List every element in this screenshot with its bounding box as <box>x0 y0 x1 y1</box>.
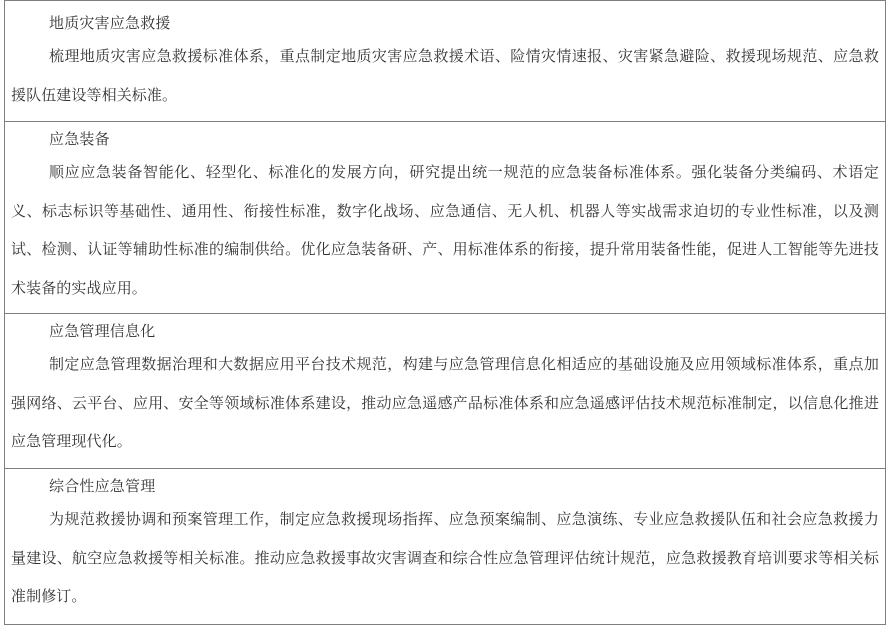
section-title: 应急装备 <box>49 130 110 148</box>
section-geological-disaster-rescue <box>5 0 885 121</box>
section-body: 制定应急管理数据治理和大数据应用平台技术规范，构建与应急管理信息化相适应的基础设施及应用领域标准体系，重点加强网络、云平台、应用、安全等领域标准体系建设，推动应急遥感产品标准体系和应急遥感评估技术规范标准制定，以信息化推进应急管理现代化。 <box>11 355 879 450</box>
section-title: 应急管理信息化 <box>49 322 156 340</box>
section-body: 为规范救援协调和预案管理工作，制定应急救援现场指挥、应急预案编制、应急演练、专业应急救援队伍和社会应急救援力量建设、航空应急救援等相关标准。推动应急救援事故灾害调查和综合性应急管理评估统计规范，应急救援教育培训要求等相关标准制修订。 <box>11 510 879 605</box>
section-title: 综合性应急管理 <box>49 477 156 495</box>
standards-table <box>4 0 886 625</box>
section-title: 地质灾害应急救援 <box>49 14 171 32</box>
section-body: 顺应应急装备智能化、轻型化、标准化的发展方向，研究提出统一规范的应急装备标准体系。强化装备分类编码、术语定义、标志标识等基础性、通用性、衔接性标准，数字化战场、应急通信、无人机、机器人等实战需求迫切的专业性标准，以及测试、检测、认证等辅助性标准的编制供给。优化应急装备研、产、用标准体系的衔接，提升常用装备性能，促进人工智能等先进技术装备的实战应用。 <box>11 163 879 297</box>
section-emergency-equipment <box>5 121 885 313</box>
section-body: 梳理地质灾害应急救援标准体系，重点制定地质灾害应急救援术语、险情灾情速报、灾害紧急避险、救援现场规范、应急救援队伍建设等相关标准。 <box>11 47 879 104</box>
section-comprehensive-emergency-management <box>5 468 885 624</box>
section-emergency-informatization <box>5 313 885 468</box>
